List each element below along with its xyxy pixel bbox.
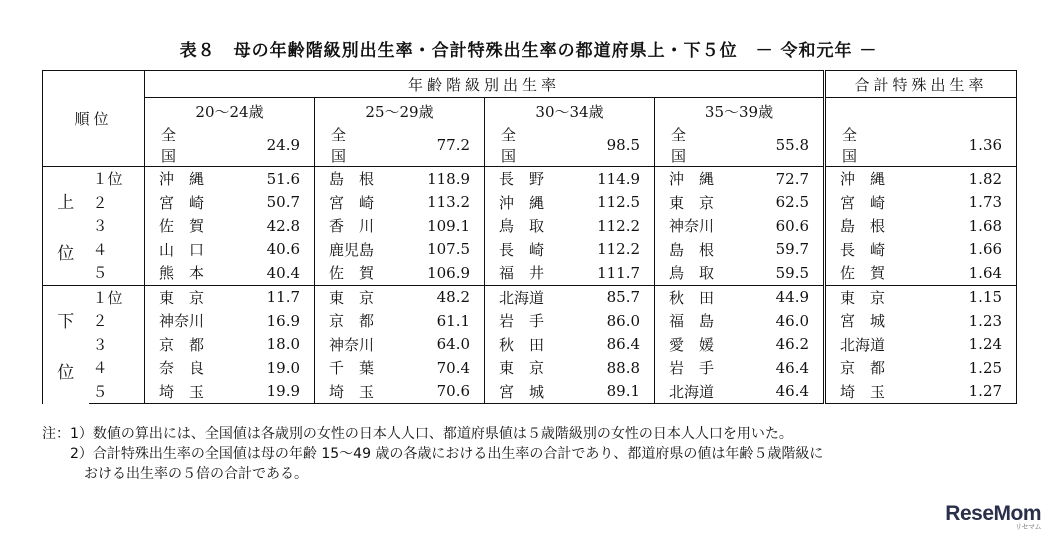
value-cell: 46.4 bbox=[775, 358, 810, 377]
prefecture-cell: 佐 賀 bbox=[315, 261, 403, 285]
rank-cell: ３ bbox=[89, 333, 145, 357]
value-cell: 1.15 bbox=[929, 285, 1017, 309]
prefecture-cell: 京 都 bbox=[315, 309, 403, 333]
value-cell: 86.4 bbox=[606, 335, 641, 354]
value-cell: 70.4 bbox=[436, 358, 471, 377]
value-cell: 59.5 bbox=[743, 261, 825, 285]
prefecture-cell: 香 川 bbox=[315, 214, 403, 238]
prefecture-cell: 千 葉 bbox=[315, 356, 403, 380]
prefecture-cell: 神奈川 bbox=[159, 312, 205, 331]
prefecture-cell: 神奈川 bbox=[315, 333, 403, 357]
table-row bbox=[43, 214, 1017, 238]
value-cell: 1.82 bbox=[929, 167, 1017, 191]
value-cell: 40.6 bbox=[266, 240, 301, 259]
value-cell: 1.66 bbox=[929, 238, 1017, 262]
rank-cell: １位 bbox=[89, 167, 145, 191]
rank-cell: ５ bbox=[89, 380, 145, 404]
prefecture-cell: 京 都 bbox=[159, 335, 205, 354]
prefecture-cell: 北海道 bbox=[825, 333, 929, 357]
prefecture-cell: 埼 玉 bbox=[315, 380, 403, 404]
upper-side-label bbox=[43, 167, 89, 286]
prefecture-cell: 北海道 bbox=[485, 285, 573, 309]
note-line: おける出生率の５倍の合計である。 bbox=[42, 466, 308, 482]
value-cell: 88.8 bbox=[606, 358, 641, 377]
table-row bbox=[43, 167, 1017, 191]
rank-cell: ２ bbox=[89, 309, 145, 333]
value-cell: 86.0 bbox=[606, 311, 641, 330]
value-cell: 64.0 bbox=[436, 335, 471, 354]
tfr-blank bbox=[825, 98, 1017, 125]
rank-cell: ５ bbox=[89, 261, 145, 285]
table-row bbox=[43, 356, 1017, 380]
value-cell: 50.7 bbox=[266, 193, 301, 212]
value-cell: 62.5 bbox=[775, 193, 810, 212]
prefecture-cell: 宮 城 bbox=[825, 309, 929, 333]
value-cell: 19.0 bbox=[266, 358, 301, 377]
value-cell: 111.7 bbox=[573, 261, 655, 285]
tfr-header: 合計特殊出生率 bbox=[825, 71, 1017, 98]
resemom-logo bbox=[945, 502, 1041, 532]
table-row bbox=[43, 309, 1017, 333]
age-header-35-39: 35～39歳 bbox=[655, 98, 825, 125]
value-cell: 85.7 bbox=[573, 285, 655, 309]
value-cell: 1.24 bbox=[929, 333, 1017, 357]
value-cell: 51.6 bbox=[233, 167, 315, 191]
prefecture-cell: 宮 崎 bbox=[315, 191, 403, 215]
table-row bbox=[43, 191, 1017, 215]
note-line: 注：1）数値の算出には、全国値は各歳別の女性の日本人人口、都道府県値は５歳階級別の女性の日本人人口を用いた。 bbox=[42, 426, 793, 442]
value-cell: 61.1 bbox=[436, 311, 471, 330]
rank-cell: ４ bbox=[89, 238, 145, 262]
table-row bbox=[43, 261, 1017, 285]
prefecture-cell: 宮 崎 bbox=[159, 193, 205, 212]
logo-text: ReseMom bbox=[945, 502, 1041, 525]
prefecture-cell: 鳥 取 bbox=[485, 214, 573, 238]
prefecture-cell: 埼 玉 bbox=[145, 380, 233, 404]
age-header-30-34: 30～34歳 bbox=[485, 98, 655, 125]
prefecture-cell: 秋 田 bbox=[655, 285, 743, 309]
table-row bbox=[43, 333, 1017, 357]
table-row bbox=[43, 238, 1017, 262]
value-cell: 72.7 bbox=[743, 167, 825, 191]
national-label: 全 国 bbox=[315, 124, 403, 167]
value-cell: 1.27 bbox=[929, 380, 1017, 404]
value-cell: 106.9 bbox=[403, 261, 485, 285]
value-cell: 11.7 bbox=[233, 285, 315, 309]
value-cell: 16.9 bbox=[266, 311, 301, 330]
value-cell: 112.2 bbox=[597, 240, 641, 259]
prefecture-cell: 熊 本 bbox=[145, 261, 233, 285]
prefecture-cell: 東 京 bbox=[655, 191, 743, 215]
value-cell: 46.2 bbox=[775, 335, 810, 354]
prefecture-cell: 福 井 bbox=[485, 261, 573, 285]
prefecture-cell: 東 京 bbox=[315, 285, 403, 309]
side-label-bottom: 位 bbox=[57, 243, 75, 264]
national-label: 全 国 bbox=[485, 124, 573, 167]
rank-cell: ３ bbox=[89, 214, 145, 238]
value-cell: 60.6 bbox=[775, 216, 810, 235]
prefecture-cell: 鳥 取 bbox=[655, 261, 743, 285]
value-cell: 1.64 bbox=[929, 261, 1017, 285]
age-header-25-29: 25～29歳 bbox=[315, 98, 485, 125]
value-cell: 118.9 bbox=[403, 167, 485, 191]
national-label: 全 国 bbox=[655, 124, 743, 167]
prefecture-cell: 東 京 bbox=[825, 285, 929, 309]
value-cell: 48.2 bbox=[403, 285, 485, 309]
note-line: 2）合計特殊出生率の全国値は母の年齢 15～49 歳の各歳における出生率の合計であり、都道府県の値は年齢５歳階級に bbox=[42, 446, 824, 462]
prefecture-cell: 福 島 bbox=[655, 309, 743, 333]
value-cell: 112.5 bbox=[597, 193, 641, 212]
lower-side-label bbox=[43, 285, 89, 404]
prefecture-cell: 島 根 bbox=[825, 214, 929, 238]
value-cell: 1.23 bbox=[929, 309, 1017, 333]
rank-cell: ４ bbox=[89, 356, 145, 380]
value-cell: 1.68 bbox=[929, 214, 1017, 238]
table-row bbox=[43, 380, 1017, 404]
prefecture-cell: 宮 城 bbox=[485, 380, 573, 404]
side-label-bottom: 位 bbox=[57, 362, 75, 383]
prefecture-cell: 沖 縄 bbox=[655, 167, 743, 191]
table-title: 表８ 母の年齢階級別出生率・合計特殊出生率の都道府県上・下５位 － 令和元年 － bbox=[179, 41, 878, 61]
prefecture-cell: 東 京 bbox=[145, 285, 233, 309]
value-cell: 59.7 bbox=[775, 240, 810, 259]
prefecture-cell: 京 都 bbox=[825, 356, 929, 380]
prefecture-cell: 島 根 bbox=[315, 167, 403, 191]
prefecture-cell: 佐 賀 bbox=[825, 261, 929, 285]
value-cell: 112.2 bbox=[597, 216, 641, 235]
value-cell: 40.4 bbox=[233, 261, 315, 285]
prefecture-cell: 島 根 bbox=[655, 238, 743, 262]
prefecture-cell: 秋 田 bbox=[485, 333, 573, 357]
value-cell: 1.25 bbox=[929, 356, 1017, 380]
tfr-national-value: 1.36 bbox=[929, 124, 1017, 167]
value-cell: 113.2 bbox=[427, 193, 471, 212]
value-cell: 42.8 bbox=[266, 216, 301, 235]
age-group-header: 年齢階級別出生率 bbox=[145, 71, 825, 98]
prefecture-cell: 長 崎 bbox=[485, 238, 573, 262]
prefecture-cell: 山 口 bbox=[159, 240, 205, 259]
value-cell: 18.0 bbox=[266, 335, 301, 354]
value-cell: 19.9 bbox=[233, 380, 315, 404]
prefecture-cell: 沖 縄 bbox=[485, 191, 573, 215]
value-cell: 1.73 bbox=[929, 191, 1017, 215]
value-cell: 44.9 bbox=[743, 285, 825, 309]
national-value: 55.8 bbox=[775, 136, 810, 154]
prefecture-cell: 宮 崎 bbox=[825, 191, 929, 215]
prefecture-cell: 鹿児島 bbox=[315, 238, 403, 262]
prefecture-cell: 佐 賀 bbox=[159, 217, 205, 236]
age-header-20-24: 20～24歳 bbox=[195, 102, 264, 121]
value-cell: 114.9 bbox=[573, 167, 655, 191]
value-cell: 89.1 bbox=[573, 380, 655, 404]
national-value: 77.2 bbox=[436, 136, 471, 154]
prefecture-cell: 岩 手 bbox=[655, 356, 743, 380]
prefecture-cell: 長 野 bbox=[485, 167, 573, 191]
fertility-rate-table bbox=[42, 70, 1017, 404]
logo-sub: リセマム bbox=[1015, 524, 1041, 531]
prefecture-cell: 奈 良 bbox=[159, 359, 205, 378]
prefecture-cell: 東 京 bbox=[485, 356, 573, 380]
national-label: 全 国 bbox=[161, 126, 220, 165]
value-cell: 46.0 bbox=[775, 311, 810, 330]
prefecture-cell: 愛 媛 bbox=[655, 333, 743, 357]
side-label-top: 下 bbox=[57, 311, 75, 332]
prefecture-cell: 長 崎 bbox=[825, 238, 929, 262]
value-cell: 107.5 bbox=[427, 240, 471, 259]
national-value: 24.9 bbox=[266, 136, 301, 154]
rank-cell: ２ bbox=[89, 191, 145, 215]
value-cell: 46.4 bbox=[743, 380, 825, 404]
prefecture-cell: 神奈川 bbox=[655, 214, 743, 238]
value-cell: 109.1 bbox=[427, 216, 471, 235]
prefecture-cell: 埼 玉 bbox=[825, 380, 929, 404]
national-value: 98.5 bbox=[606, 136, 641, 154]
rank-cell: １位 bbox=[89, 285, 145, 309]
prefecture-cell: 沖 縄 bbox=[825, 167, 929, 191]
value-cell: 70.6 bbox=[403, 380, 485, 404]
prefecture-cell: 北海道 bbox=[655, 380, 743, 404]
rank-header: 順位 bbox=[43, 71, 145, 167]
side-label-top: 上 bbox=[57, 192, 75, 213]
table-row bbox=[43, 285, 1017, 309]
prefecture-cell: 沖 縄 bbox=[145, 167, 233, 191]
prefecture-cell: 岩 手 bbox=[485, 309, 573, 333]
national-label: 全 国 bbox=[825, 124, 929, 167]
notes bbox=[42, 424, 1002, 484]
